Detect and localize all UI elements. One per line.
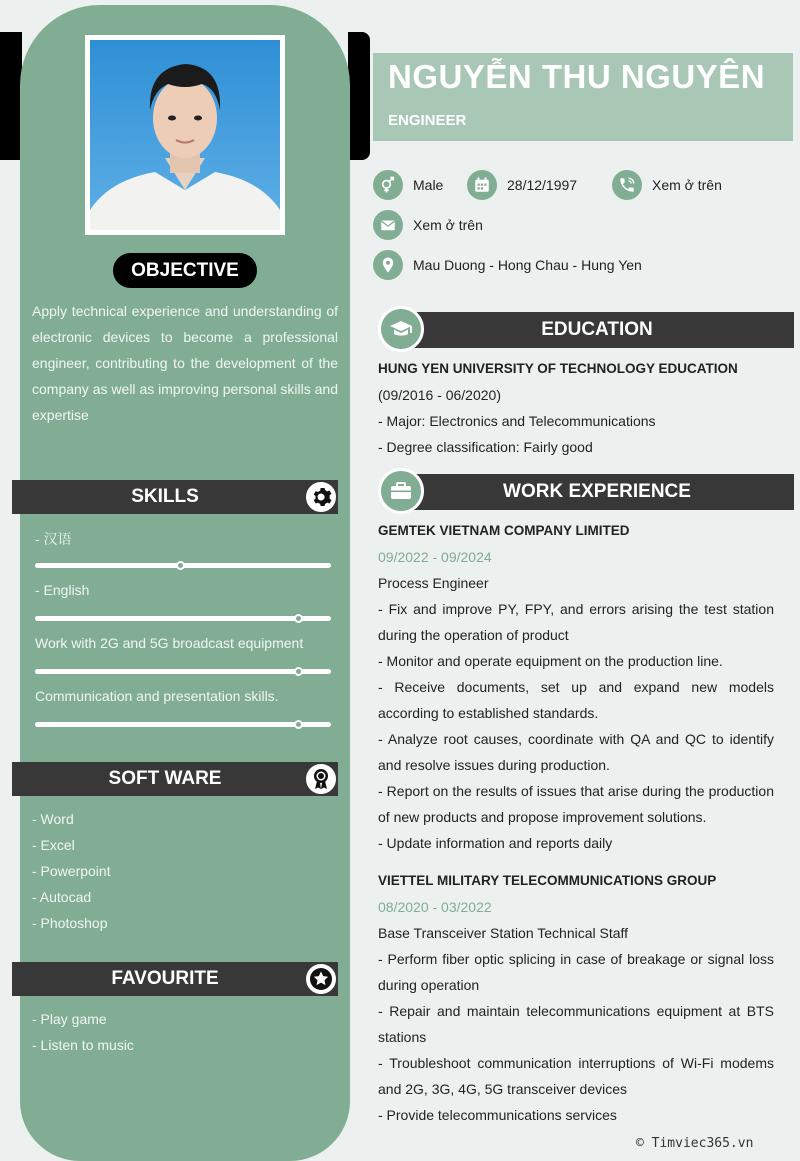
favourite-heading: FAVOURITE <box>111 968 219 989</box>
portrait-image <box>90 40 280 230</box>
software-heading: SOFT WARE <box>108 768 222 789</box>
software-list <box>32 806 111 936</box>
job-position: Process Engineer <box>378 575 489 591</box>
job-duty: - Update information and reports daily <box>378 835 613 851</box>
skill-label: Communication and presentation skills. <box>35 688 279 704</box>
job-duty: - Provide telecommunications services <box>378 1107 617 1123</box>
phone-info <box>612 170 722 200</box>
phone-icon <box>612 170 642 200</box>
skill-label: - 汉语 <box>35 531 72 547</box>
job-duty: - Perform fiber optic splicing in case of breakage or signal loss during operation <box>378 951 774 993</box>
job-period: 09/2022 - 09/2024 <box>378 549 492 565</box>
list-item: - Excel <box>32 837 75 853</box>
skill-item <box>35 529 331 568</box>
experience-header <box>378 472 794 510</box>
skill-label: Work with 2G and 5G broadcast equipment <box>35 635 304 651</box>
job-period: 08/2020 - 03/2022 <box>378 899 492 915</box>
address-value: Mau Duong - Hong Chau - Hung Yen <box>413 257 642 273</box>
address-info <box>373 250 642 280</box>
skill-bar <box>35 722 331 727</box>
skills-header <box>12 480 338 514</box>
award-icon <box>304 762 338 796</box>
job-duty: - Receive documents, set up and expand new models according to established standards. <box>378 679 774 721</box>
education-major: - Major: Electronics and Telecommunications <box>378 413 656 429</box>
experience-heading: WORK EXPERIENCE <box>400 474 794 510</box>
decor-bar-left <box>0 32 22 160</box>
job-duty: - Analyze root causes, coordinate with QA and QC to identify and resolve issues during production. <box>378 731 774 773</box>
skill-bar <box>35 669 331 674</box>
job-duty: - Report on the results of issues that arise during the production of new products and propose improvement solutions. <box>378 783 774 825</box>
skills-heading: SKILLS <box>131 486 199 507</box>
email-value: Xem ở trên <box>413 217 483 233</box>
birthday-value: 28/12/1997 <box>507 177 578 193</box>
objective-text: Apply technical experience and understanding of electronic devices to become a professional engineer, contributing to the development of the company as well as improving personal skills and expertise <box>32 303 338 423</box>
job-position: Base Transceiver Station Technical Staff <box>378 925 629 941</box>
job-duty: - Monitor and operate equipment on the production line. <box>378 653 723 669</box>
job-duty: - Troubleshoot communication interruptions of Wi-Fi modems and 2G, 3G, 4G, 5G transceiver devices <box>378 1055 774 1097</box>
skill-knob <box>176 561 185 570</box>
list-item: - Listen to music <box>32 1037 134 1053</box>
objective-heading: OBJECTIVE <box>113 253 257 288</box>
briefcase-icon <box>378 468 424 514</box>
education-header <box>378 310 794 348</box>
skill-item <box>35 688 331 727</box>
profile-photo <box>85 35 285 235</box>
candidate-name: NGUYỄN THU NGUYÊN <box>388 58 766 95</box>
decor-bar-right <box>348 32 370 160</box>
favourite-list <box>32 1006 134 1058</box>
gear-icon <box>304 480 338 514</box>
gender-icon <box>373 170 403 200</box>
skill-item <box>35 635 331 674</box>
mail-icon <box>373 210 403 240</box>
skill-label: - English <box>35 582 90 598</box>
location-icon <box>373 250 403 280</box>
education-degree: - Degree classification: Fairly good <box>378 439 593 455</box>
education-section <box>378 356 774 460</box>
skill-bar <box>35 563 331 568</box>
star-icon <box>304 962 338 996</box>
birthday-info <box>467 170 577 200</box>
gender-value: Male <box>413 177 444 193</box>
education-heading: EDUCATION <box>400 312 794 348</box>
company-name: GEMTEK VIETNAM COMPANY LIMITED <box>378 523 630 538</box>
education-period: (09/2016 - 06/2020) <box>378 387 501 403</box>
job-duty: - Fix and improve PY, FPY, and errors arising the test station during the operation of product <box>378 601 774 643</box>
skill-bar <box>35 616 331 621</box>
list-item: - Play game <box>32 1011 107 1027</box>
graduation-cap-icon <box>378 306 424 352</box>
job-duty: - Repair and maintain telecommunications equipment at BTS stations <box>378 1003 774 1045</box>
phone-value: Xem ở trên <box>652 177 722 193</box>
list-item: - Autocad <box>32 889 92 905</box>
list-item: - Photoshop <box>32 915 108 931</box>
skill-item <box>35 582 331 621</box>
email-info <box>373 210 483 240</box>
school-name: HUNG YEN UNIVERSITY OF TECHNOLOGY EDUCATION <box>378 361 738 376</box>
company-name: VIETTEL MILITARY TELECOMMUNICATIONS GROUP <box>378 873 717 888</box>
list-item: - Powerpoint <box>32 863 111 879</box>
gender-info <box>373 170 443 200</box>
software-header <box>12 762 338 796</box>
job-entry <box>378 868 774 1128</box>
watermark: © Timviec365.vn <box>636 1136 754 1151</box>
list-item: - Word <box>32 811 74 827</box>
favourite-header <box>12 962 338 996</box>
calendar-icon <box>467 170 497 200</box>
job-entry <box>378 518 774 856</box>
candidate-title: ENGINEER <box>388 112 467 129</box>
